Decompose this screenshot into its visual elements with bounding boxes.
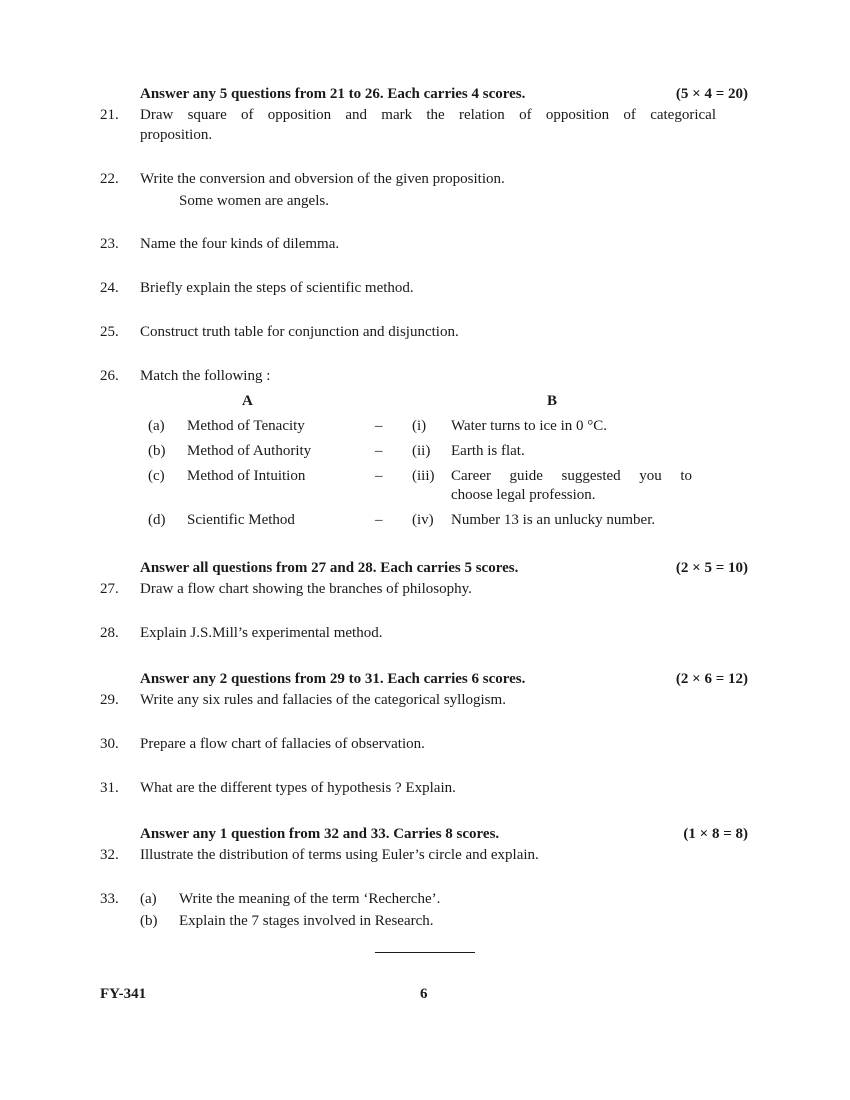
subquestion-label: (b) <box>140 913 158 929</box>
question-number: 23. <box>100 236 119 252</box>
match-a-text: Scientific Method <box>187 512 295 528</box>
section-marks: (5 × 4 = 20) <box>675 86 748 102</box>
subquestion-text: Explain the 7 stages involved in Research. <box>179 913 434 929</box>
match-dash: – <box>375 418 383 434</box>
question-number: 26. <box>100 368 119 384</box>
match-b-label: (iv) <box>412 512 434 528</box>
section-instruction: Answer all questions from 27 and 28. Each carries 5 scores. <box>140 560 519 576</box>
question-text: proposition. <box>140 127 213 143</box>
section-marks: (2 × 5 = 10) <box>675 560 748 576</box>
paper-code: FY-341 <box>100 986 147 1002</box>
question-text: What are the different types of hypothesis ? Explain. <box>140 780 456 796</box>
question-text: Explain J.S.Mill’s experimental method. <box>140 625 383 641</box>
question-number: 27. <box>100 581 119 597</box>
question-text: Name the four kinds of dilemma. <box>140 236 340 252</box>
subquestion-label: (a) <box>140 891 157 907</box>
question-text: Match the following : <box>140 368 271 384</box>
match-b-text: Earth is flat. <box>451 443 525 459</box>
match-a-text: Method of Intuition <box>187 468 306 484</box>
match-b-label: (ii) <box>412 443 431 459</box>
match-b-text-continued: choose legal profession. <box>451 487 596 503</box>
column-a-heading: A <box>242 393 253 409</box>
match-dash: – <box>375 468 383 484</box>
question-number: 21. <box>100 107 119 123</box>
match-a-text: Method of Tenacity <box>187 418 305 434</box>
column-b-heading: B <box>547 393 558 409</box>
section-instruction: Answer any 1 question from 32 and 33. Carries 8 scores. <box>140 826 500 842</box>
question-number: 25. <box>100 324 119 340</box>
question-text: Illustrate the distribution of terms using Euler’s circle and explain. <box>140 847 539 863</box>
question-text: Write any six rules and fallacies of the categorical syllogism. <box>140 692 506 708</box>
match-b-text: Number 13 is an unlucky number. <box>451 512 656 528</box>
question-text: Draw a flow chart showing the branches of philosophy. <box>140 581 472 597</box>
page-number: 6 <box>420 986 428 1002</box>
question-text: Draw square of opposition and mark the relation of opposition of categorical <box>140 107 716 123</box>
question-number: 30. <box>100 736 119 752</box>
match-a-text: Method of Authority <box>187 443 312 459</box>
match-b-label: (i) <box>412 418 427 434</box>
end-rule <box>375 952 475 953</box>
question-number: 22. <box>100 171 119 187</box>
match-a-label: (c) <box>148 468 165 484</box>
section-instruction: Answer any 2 questions from 29 to 31. Each carries 6 scores. <box>140 671 526 687</box>
question-text: Briefly explain the steps of scientific method. <box>140 280 414 296</box>
question-number: 29. <box>100 692 119 708</box>
match-a-label: (b) <box>148 443 166 459</box>
match-b-text: Career guide suggested you to <box>451 468 692 484</box>
question-number: 32. <box>100 847 119 863</box>
example-proposition: Some women are angels. <box>179 193 329 209</box>
match-b-text: Water turns to ice in 0 °C. <box>451 418 608 434</box>
match-dash: – <box>375 512 383 528</box>
question-text: Construct truth table for conjunction and disjunction. <box>140 324 459 340</box>
question-text: Write the conversion and obversion of the given proposition. <box>140 171 505 187</box>
question-number: 33. <box>100 891 119 907</box>
match-a-label: (d) <box>148 512 166 528</box>
question-number: 31. <box>100 780 119 796</box>
subquestion-text: Write the meaning of the term ‘Recherche’. <box>179 891 441 907</box>
match-b-label: (iii) <box>412 468 435 484</box>
section-marks: (2 × 6 = 12) <box>675 671 748 687</box>
question-number: 28. <box>100 625 119 641</box>
match-a-label: (a) <box>148 418 165 434</box>
question-number: 24. <box>100 280 119 296</box>
match-dash: – <box>375 443 383 459</box>
question-text: Prepare a flow chart of fallacies of observation. <box>140 736 425 752</box>
section-marks: (1 × 8 = 8) <box>683 826 748 842</box>
section-instruction: Answer any 5 questions from 21 to 26. Each carries 4 scores. <box>140 86 526 102</box>
